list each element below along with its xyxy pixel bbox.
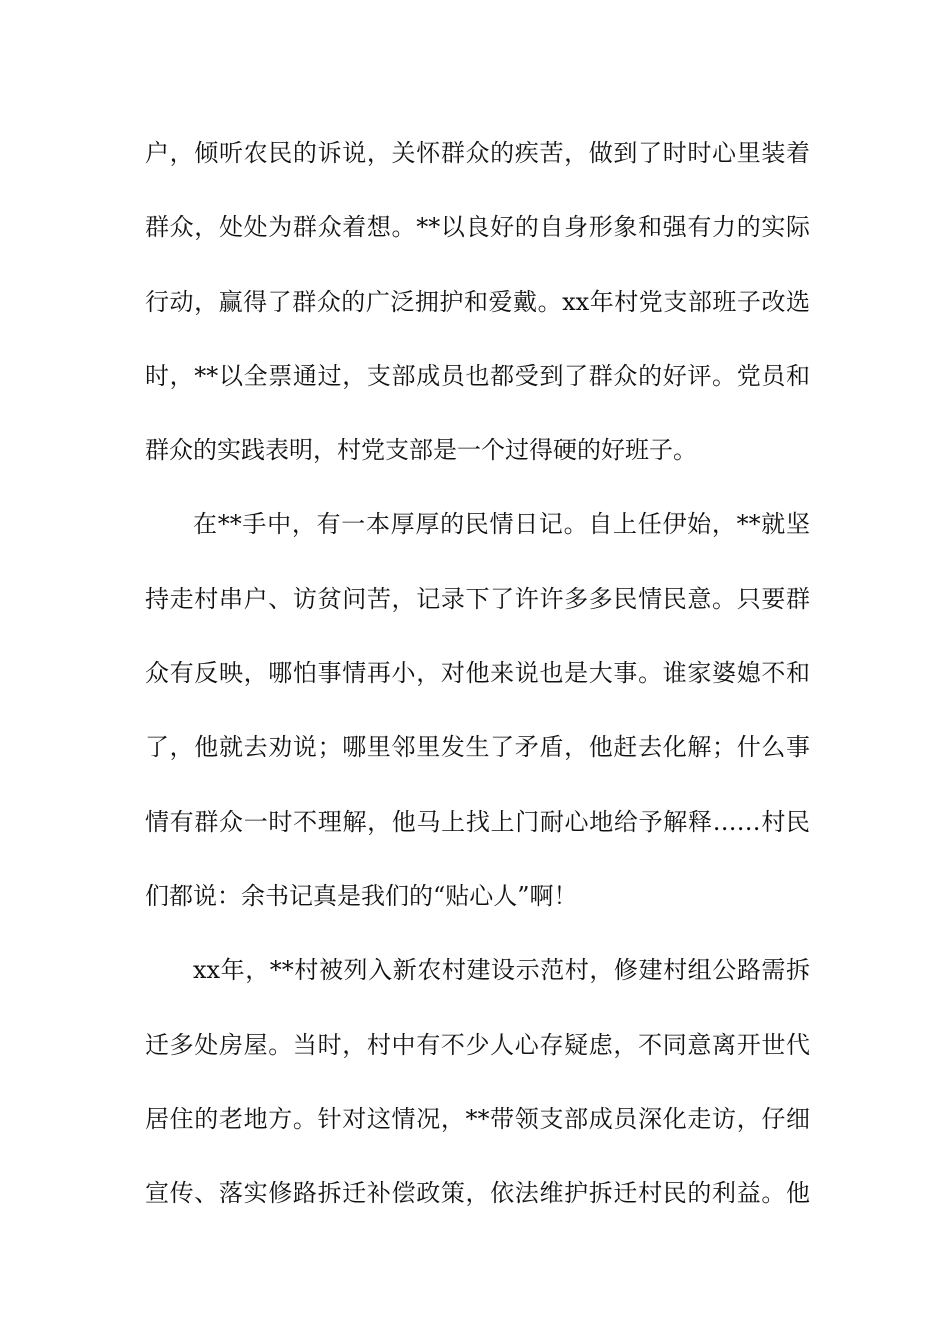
text-line: 持走村串户、访贫问苦，记录下了许许多多民情民意。只要群	[145, 584, 810, 613]
text-line: 众有反映，哪怕事情再小，对他来说也是大事。谁家婆媳不和	[145, 659, 810, 688]
text-line: 户，倾听农民的诉说，关怀群众的疾苦，做到了时时心里装着	[145, 139, 810, 167]
text-line: 群众的实践表明，村党支部是一个过得硬的好班子。	[145, 436, 697, 465]
text-line: 宣传、落实修路拆迁补偿政策，依法维护拆迁村民的利益。他	[145, 1179, 810, 1208]
text-line: 迁多处房屋。当时，村中有不少人心存疑虑，不同意离开世代	[145, 1030, 810, 1059]
body-text	[145, 128, 810, 1242]
text-line: 居住的老地方。针对这情况，**带领支部成员深化走访，仔细	[145, 1104, 810, 1133]
text-line: 了，他就去劝说；哪里邻里发生了矛盾，他赶去化解；什么事	[145, 733, 810, 762]
text-line: 行动，赢得了群众的广泛拥护和爱戴。xx年村党支部班子改选	[145, 287, 810, 316]
text-line: xx年，**村被列入新农村建设示范村，修建村组公路需拆	[193, 956, 810, 985]
text-line: 时，**以全票通过，支部成员也都受到了群众的好评。党员和	[145, 361, 810, 390]
text-line: 群众，处处为群众着想。**以良好的自身形象和强有力的实际	[145, 213, 810, 242]
text-line: 们都说：余书记真是我们的“贴心人”啊！	[145, 881, 578, 910]
text-line: 在**手中，有一本厚厚的民情日记。自上任伊始，**就坚	[193, 510, 810, 539]
text-line: 情有群众一时不理解，他马上找上门耐心地给予解释……村民	[145, 807, 810, 836]
